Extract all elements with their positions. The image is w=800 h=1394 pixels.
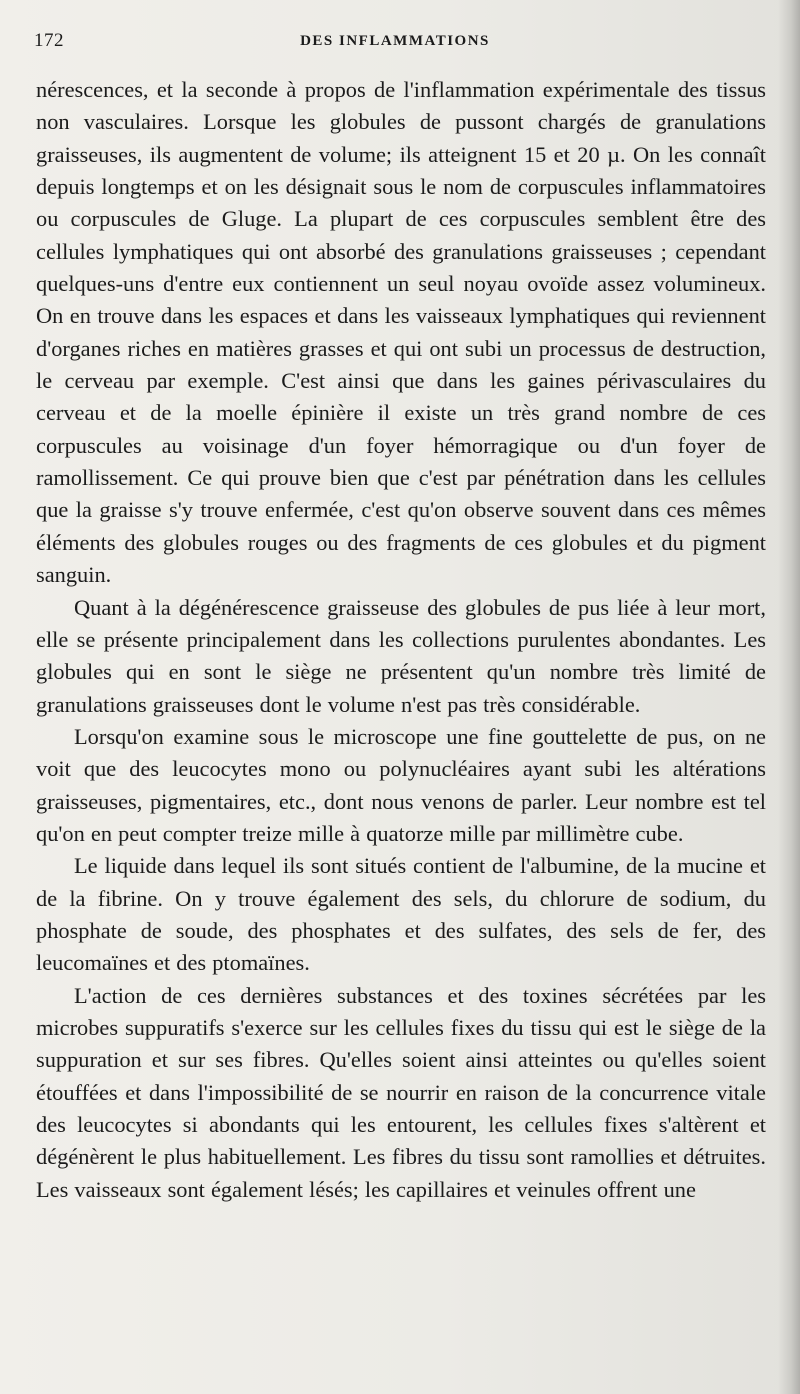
page-header <box>34 30 756 56</box>
paragraph-5: L'action de ces dernières substances et des toxines sécrétées par les microbes suppuratifs s'exerce sur les cellules fixes du tissu qui est le siège de la suppuration et sur ses fibres. Qu'elles soient ainsi atteintes ou qu'elles soient étouffées et dans l'impossibilité de se nourrir en raison de la concurrence vitale des leucocytes si abondants qui les entourent, les cellules fixes s'altèrent et dégénèrent le plus habituellement. Les fibres du tissu sont ramollies et détruites. Les vaisseaux sont également lésés; les capillaires et veinules offrent une <box>36 982 766 1202</box>
page-number: 172 <box>34 30 64 51</box>
paragraph-2: Quant à la dégénérescence graisseuse des globules de pus liée à leur mort, elle se présente principalement dans les collections purulentes abondantes. Les globules qui en sont le siège ne présentent qu'un nombre très limité de granulations graisseuses dont le volume n'est pas très considérable. <box>36 594 766 717</box>
page-spine-shadow <box>778 0 800 1394</box>
body-text <box>36 74 766 1206</box>
paragraph-3: Lorsqu'on examine sous le microscope une fine gouttelette de pus, on ne voit que des leucocytes mono ou polynucléaires ayant subi les altérations graisseuses, pigmentaires, etc., dont nous venons de parler. Leur nombre est tel qu'on en peut compter treize mille à quatorze mille par millimètre cube. <box>36 723 766 846</box>
running-title: DES INFLAMMATIONS <box>300 33 490 49</box>
paragraph-1: nérescences, et la seconde à propos de l'inflammation expérimentale des tissus non vasculaires. Lorsque les globules de pussont chargés de granulations graisseuses, ils augmentent de volume; ils atteignent 15 et 20 µ. On les connaît depuis longtemps et on les désignait sous le nom de corpuscules inflammatoires ou corpuscules de Gluge. La plupart de ces corpuscules semblent être des cellules lymphatiques qui ont absorbé des granulations graisseuses ; cependant quelques-uns d'entre eux contiennent un seul noyau ovoïde assez volumineux. On en trouve dans les espaces et dans les vaisseaux lymphatiques qui reviennent d'organes riches en matières grasses et qui ont subi un processus de destruction, le cerveau par exemple. C'est ainsi que dans les gaines périvasculaires du cerveau et de la moelle épinière il existe un très grand nombre de ces corpuscules au voisinage d'un foyer hémorragique ou d'un foyer de ramollissement. Ce qui prouve bien que c'est par pénétration dans les cellules que la graisse s'y trouve enfermée, c'est qu'on observe souvent dans ces mêmes éléments des globules rouges ou des fragments de ces globules et du pigment sanguin. <box>36 77 766 588</box>
paragraph-4: Le liquide dans lequel ils sont situés contient de l'albumine, de la mucine et de la fibrine. On y trouve également des sels, du chlorure de sodium, du phosphate de soude, des phosphates et des sulfates, des sels de fer, des leucomaïnes et des ptomaïnes. <box>36 853 766 976</box>
